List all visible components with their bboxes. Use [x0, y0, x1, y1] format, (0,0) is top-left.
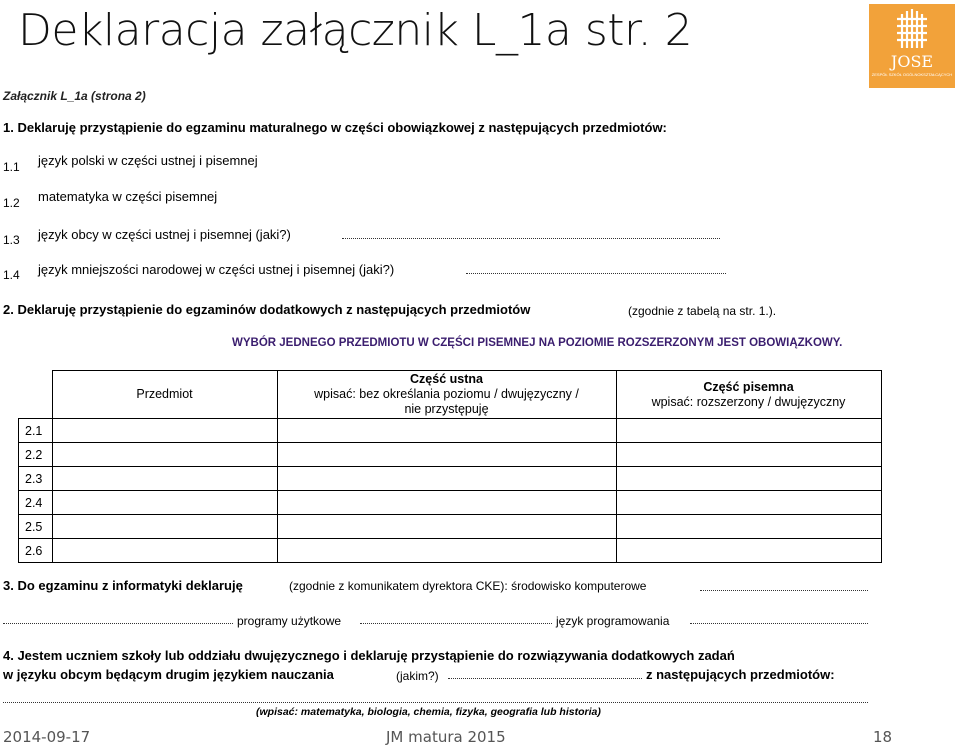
- section1-heading: 1. Deklaruję przystąpienie do egzaminu maturalnego w części obowiązkowej z następujących przedmiotów:: [3, 120, 667, 135]
- item-text: język mniejszości narodowej w części ustnej i pisemnej (jaki?): [38, 262, 395, 277]
- item-number: 1.1: [3, 160, 20, 174]
- table-row: [19, 419, 882, 443]
- item-number: 1.2: [3, 196, 20, 210]
- written-cell[interactable]: [616, 443, 881, 467]
- fill-in-line[interactable]: [3, 693, 868, 703]
- fill-in-line[interactable]: [466, 264, 726, 274]
- section2-heading: 2. Deklaruję przystąpienie do egzaminów dodatkowych z następujących przedmiotów: [3, 302, 531, 317]
- additional-subjects-table: [18, 370, 882, 563]
- section2-heading-note: (zgodnie z tabelą na str. 1.).: [628, 304, 777, 318]
- fill-in-line[interactable]: [700, 581, 868, 591]
- oral-cell[interactable]: [277, 467, 616, 491]
- row-number: 2.6: [19, 539, 53, 563]
- subject-cell[interactable]: [52, 491, 277, 515]
- header-oral-sub1: wpisać: bez określania poziomu / dwujęzyczny /: [314, 387, 579, 401]
- item-number: 1.4: [3, 268, 20, 282]
- footer-page-number: 18: [873, 728, 893, 746]
- programming-language-label: język programowania: [556, 614, 670, 628]
- header-oral-sub2: nie przystępuję: [404, 402, 489, 416]
- fill-in-line[interactable]: [342, 229, 720, 239]
- mandatory-notice: WYBÓR JEDNEGO PRZEDMIOTU W CZĘŚCI PISEMNEJ NA POZIOMIE ROZSZERZONYM JEST OBOWIĄZKOWY.: [232, 337, 843, 349]
- fill-in-line[interactable]: [3, 614, 233, 624]
- table-row: [19, 443, 882, 467]
- oral-cell[interactable]: [277, 539, 616, 563]
- written-cell[interactable]: [616, 467, 881, 491]
- table-row: [19, 515, 882, 539]
- section4-line1: 4. Jestem uczniem szkoły lub oddziału dwujęzycznego i deklaruję przystąpienie do rozwiązywania dodatkowych zadań: [3, 648, 735, 663]
- header-subject-label: Przedmiot: [136, 387, 193, 401]
- item-number: 1.3: [3, 233, 20, 247]
- section4-which: (jakim?): [396, 669, 439, 683]
- written-cell[interactable]: [616, 539, 881, 563]
- table-row: [19, 467, 882, 491]
- slide-title: Deklaracja załącznik L_1a str. 2: [18, 5, 693, 56]
- subject-cell[interactable]: [52, 539, 277, 563]
- item-text: język obcy w części ustnej i pisemnej (jaki?): [38, 227, 291, 242]
- subject-cell[interactable]: [52, 467, 277, 491]
- fill-in-line[interactable]: [360, 614, 552, 624]
- table-corner: [19, 371, 53, 419]
- section4-hint: (wpisać: matematyka, biologia, chemia, fizyka, geografia lub historia): [256, 706, 601, 718]
- item-text: matematyka w części pisemnej: [38, 189, 218, 204]
- header-written-sub: wpisać: rozszerzony / dwujęzyczny: [651, 394, 846, 409]
- logo-subtext: ZESPÓŁ SZKÓŁ OGÓLNOKSZTAŁCĄCYCH: [871, 72, 953, 77]
- footer-date: 2014-09-17: [3, 728, 91, 746]
- oral-cell[interactable]: [277, 443, 616, 467]
- row-number: 2.3: [19, 467, 53, 491]
- section3-heading-rest: (zgodnie z komunikatem dyrektora CKE): środowisko komputerowe: [289, 579, 647, 593]
- header-oral-title: Część ustna: [410, 372, 483, 386]
- section3-heading: 3. Do egzaminu z informatyki deklaruję: [3, 578, 243, 593]
- oral-cell[interactable]: [277, 515, 616, 539]
- row-number: 2.1: [19, 419, 53, 443]
- oral-cell[interactable]: [277, 491, 616, 515]
- row-number: 2.5: [19, 515, 53, 539]
- attachment-header: Załącznik L_1a (strona 2): [3, 89, 146, 103]
- section4-line2-end: z następujących przedmiotów:: [646, 667, 835, 682]
- footer-center: JM matura 2015: [386, 728, 506, 746]
- table-header-oral: [277, 371, 616, 419]
- subject-cell[interactable]: [52, 419, 277, 443]
- apps-label: programy użytkowe: [237, 614, 342, 628]
- written-cell[interactable]: [616, 491, 881, 515]
- table-row: [19, 491, 882, 515]
- row-number: 2.4: [19, 491, 53, 515]
- subject-cell[interactable]: [52, 443, 277, 467]
- oral-cell[interactable]: [277, 419, 616, 443]
- section4-line2-bold: w języku obcym będącym drugim językiem nauczania: [3, 667, 334, 682]
- table-header-written: [616, 371, 881, 419]
- header-written-title: Część pisemna: [703, 379, 794, 394]
- table-header-subject: [52, 371, 277, 419]
- subject-cell[interactable]: [52, 515, 277, 539]
- row-number: 2.2: [19, 443, 53, 467]
- item-text: język polski w części ustnej i pisemnej: [38, 153, 258, 168]
- table-row: [19, 539, 882, 563]
- written-cell[interactable]: [616, 419, 881, 443]
- fill-in-line[interactable]: [448, 669, 642, 679]
- written-cell[interactable]: [616, 515, 881, 539]
- fill-in-line[interactable]: [690, 614, 868, 624]
- logo-text: JOSE: [890, 52, 934, 71]
